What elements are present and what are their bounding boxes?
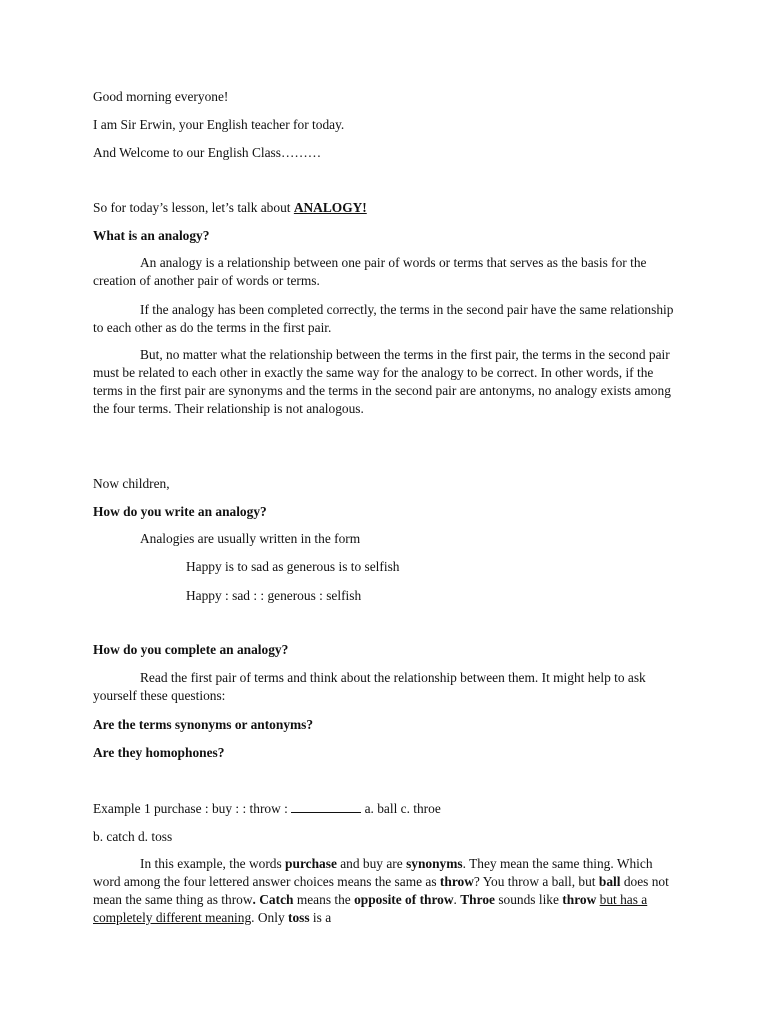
intro-line — [93, 199, 367, 217]
question-homophones: Are they homophones? — [93, 745, 225, 760]
heading-what-is-analogy: What is an analogy? — [93, 228, 210, 243]
intro-prefix: So for today’s lesson, let’s talk about — [93, 200, 294, 215]
greeting-line-2: I am Sir Erwin, your English teacher for today. — [93, 117, 345, 132]
heading-how-complete: How do you complete an analogy? — [93, 642, 289, 657]
expl-text: . They mean the same thing. Which word among the four lettered answer choices means the same as — [93, 856, 653, 889]
expl-word-throw: throw — [562, 892, 597, 907]
analogy-example-words: Happy is to sad as generous is to selfish — [186, 559, 400, 574]
paragraph-definition: An analogy is a relationship between one pair of words or terms that serves as the basis for the creation of another pair of words or terms. — [93, 255, 647, 288]
example-1-choices: b. catch d. toss — [93, 829, 173, 844]
example-1-prefix: Example 1 purchase : buy : : throw : — [93, 801, 292, 816]
expl-word-catch: Catch — [259, 892, 294, 907]
expl-word-throe: Throe — [460, 892, 495, 907]
analogy-form-line: Analogies are usually written in the form — [140, 531, 361, 546]
expl-word-synonyms: synonyms — [406, 856, 463, 871]
expl-text: does not mean the same thing as throw — [93, 874, 669, 907]
expl-text: . Only — [251, 910, 288, 925]
expl-text: In this example, the words — [140, 856, 286, 871]
question-synonyms-antonyms: Are the terms synonyms or antonyms? — [93, 717, 314, 732]
expl-word-purchase: purchase — [285, 856, 337, 871]
expl-underlined-phrase: but has a completely different meaning — [93, 892, 648, 925]
expl-text: and buy are — [336, 856, 407, 871]
paragraph-relationship: But, no matter what the relationship between the terms in the first pair, the terms in the second pair must be related to each other in exactly the same way for the analogy to be correct. In other words, if the terms in the first pair are synonyms and the terms in the second pair are antonyms, no analogy exists among the four terms. Their relationship is not analogous. — [93, 347, 671, 416]
expl-bold-period: . — [252, 892, 256, 907]
expl-text: means the — [293, 892, 355, 907]
expl-text: ? You throw a ball, but — [473, 874, 599, 889]
expl-text: sounds like — [494, 892, 563, 907]
lead-now-children: Now children, — [93, 476, 170, 491]
example-1-line — [93, 800, 441, 818]
heading-how-write: How do you write an analogy? — [93, 504, 267, 519]
expl-word-ball: ball — [598, 874, 621, 889]
expl-word-throw: throw — [439, 874, 474, 889]
paragraph-read-first-pair: Read the first pair of terms and think about the relationship between them. It might help to ask yourself these questions: — [93, 670, 646, 703]
example-1-suffix: a. ball c. throe — [361, 801, 441, 816]
expl-word-opposite-of-throw: opposite of throw — [354, 892, 454, 907]
intro-topic: ANALOGY! — [293, 200, 367, 215]
expl-word-toss: toss — [287, 910, 310, 925]
paragraph-example-explanation — [93, 855, 678, 927]
paragraph-completed-correctly: If the analogy has been completed correctly, the terms in the second pair have the same relationship to each other as do the terms in the first pair. — [93, 302, 674, 335]
greeting-line-1: Good morning everyone! — [93, 89, 229, 104]
expl-text: is a — [309, 910, 332, 925]
analogy-example-notation: Happy : sad : : generous : selfish — [186, 588, 362, 603]
expl-text: . — [453, 892, 461, 907]
greeting-line-3: And Welcome to our English Class……… — [93, 145, 322, 160]
answer-blank — [291, 800, 361, 813]
